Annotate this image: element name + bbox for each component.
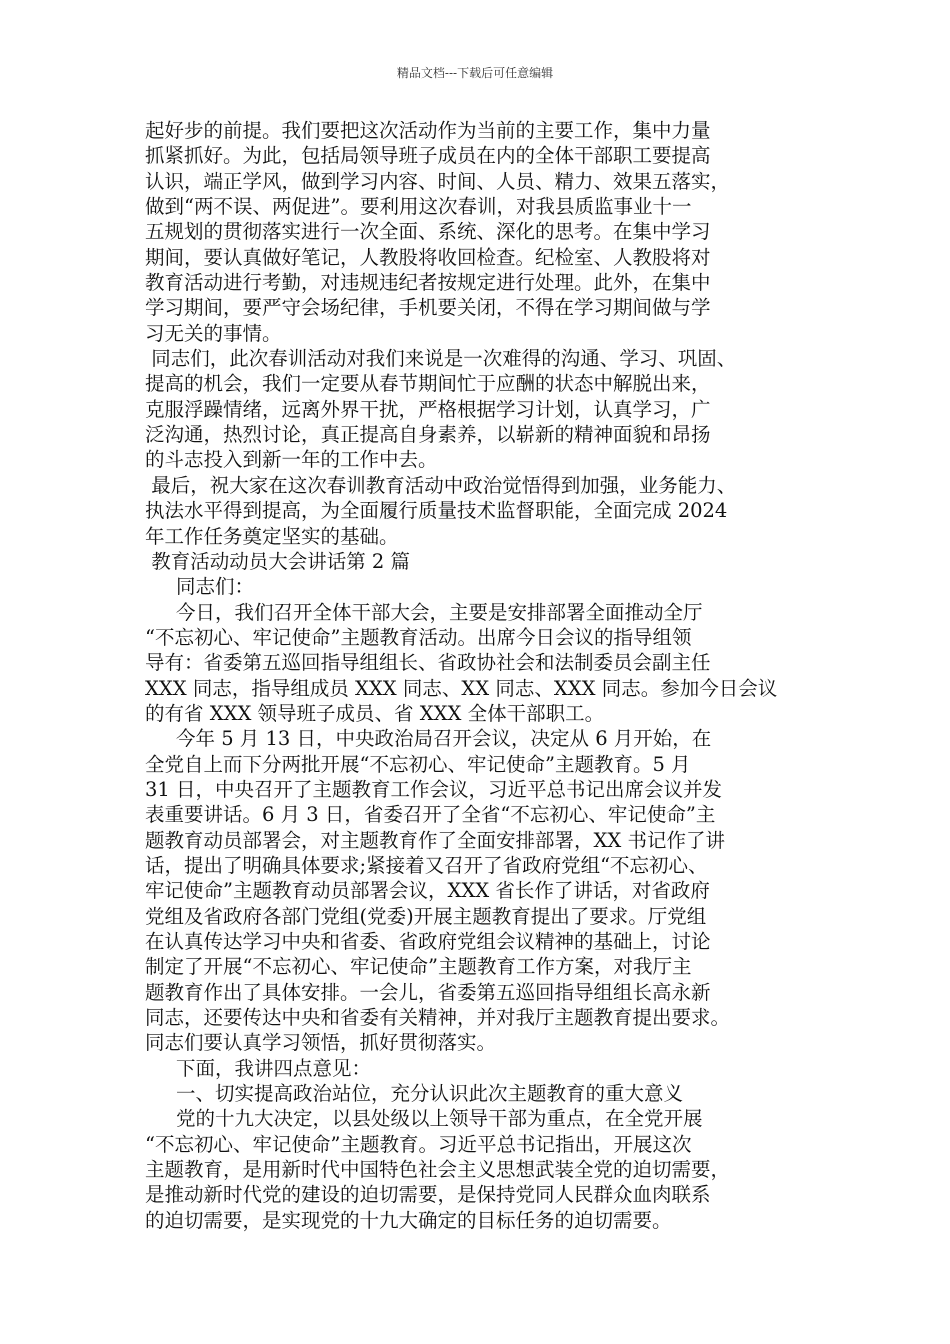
- text-line: 在认真传达学习中央和省委、省政府党组会议精神的基础上，讨论: [145, 930, 711, 953]
- text-line: 的有省 XXX 领导班子成员、省 XXX 全体干部职工。: [145, 701, 605, 725]
- text-line: 同志们要认真学习领悟，抓好贯彻落实。: [145, 1031, 497, 1055]
- text-line: 牢记使命”主题教育动员部署会议，XXX 省长作了讲话，对省政府: [145, 879, 710, 903]
- text-line: 今年 5 月 13 日，中央政治局召开会议，决定从 6 月开始，在: [145, 727, 712, 751]
- text-line: 今日，我们召开全体干部大会，主要是安排部署全面推动全厅: [145, 600, 703, 624]
- text-line: 题教育动员部署会，对主题教育作了全面安排部署，XX 书记作了讲: [145, 828, 725, 852]
- text-line: 教育活动进行考勤，对违规违纪者按规定进行处理。此外，在集中: [145, 271, 711, 295]
- text-line: 习无关的事情。: [145, 321, 282, 345]
- text-line: 的迫切需要，是实现党的十九大确定的目标任务的迫切需要。: [145, 1208, 672, 1232]
- text-line: 年工作任务奠定坚实的基础。: [145, 524, 399, 548]
- document-body: [145, 118, 830, 1233]
- text-line: 制定了开展“不忘初心、牢记使命”主题教育工作方案，对我厅主: [145, 955, 692, 979]
- text-line: 31 日，中央召开了主题教育工作会议，习近平总书记出席会议并发: [145, 777, 723, 801]
- text-line: 提高的机会，我们一定要从春节期间忙于应酬的状态中解脱出来，: [145, 372, 711, 396]
- text-line: 全党自上而下分两批开展“不忘初心、牢记使命”主题教育。5 月: [145, 752, 691, 776]
- text-line: 是推动新时代党的建设的迫切需要，是保持党同人民群众血肉联系: [145, 1183, 711, 1207]
- text-line: 主题教育，是用新时代中国特色社会主义思想武装全党的迫切需要，: [145, 1158, 731, 1182]
- text-line: 克服浮躁情绪，远离外界干扰，严格根据学习计划，认真学习，广: [145, 397, 711, 421]
- text-line: “不忘初心、牢记使命”主题教育活动。出席今日会议的指导组领: [145, 625, 692, 649]
- text-line: 的斗志投入到新一年的工作中去。: [145, 448, 438, 472]
- text-line: 导有：省委第五巡回指导组组长、省政协社会和法制委员会副主任: [145, 651, 711, 675]
- text-line: 认识，端正学风，做到学习内容、时间、人员、精力、效果五落实，: [145, 169, 731, 193]
- text-line: 做到“两不误、两促进”。要利用这次春训，对我县质监事业十一: [145, 195, 692, 219]
- text-line: 同志们：: [145, 575, 254, 599]
- text-line: 抓紧抓好。为此，包括局领导班子成员在内的全体干部职工要提高: [145, 144, 711, 168]
- text-line: 党的十九大决定，以县处级以上领导干部为重点，在全党开展: [145, 1107, 703, 1131]
- text-line: 教育活动动员大会讲话第 2 篇: [145, 549, 411, 573]
- text-line: “不忘初心、牢记使命”主题教育。习近平总书记指出，开展这次: [145, 1132, 692, 1156]
- text-line: 泛沟通，热烈讨论，真正提高自身素养，以崭新的精神面貌和昂扬: [145, 423, 711, 447]
- text-line: 五规划的贯彻落实进行一次全面、系统、深化的思考。在集中学习: [145, 220, 711, 244]
- text-line: 同志，还要传达中央和省委有关精神，并对我厅主题教育提出要求。: [145, 1006, 731, 1030]
- page-header: 精品文档---下载后可任意编辑: [396, 66, 554, 80]
- text-line: 话，提出了明确具体要求;紧接着又召开了省政府党组“不忘初心、: [145, 853, 708, 877]
- text-line: 学习期间，要严守会场纪律，手机要关闭，不得在学习期间做与学: [145, 296, 711, 320]
- text-line: 同志们，此次春训活动对我们来说是一次难得的沟通、学习、巩固、: [145, 347, 737, 371]
- text-line: XXX 同志，指导组成员 XXX 同志、XX 同志、XXX 同志。参加今日会议: [145, 676, 778, 700]
- text-line: 最后，祝大家在这次春训教育活动中政治觉悟得到加强，业务能力、: [145, 473, 737, 497]
- text-line: 执法水平得到提高，为全面履行质量技术监督职能，全面完成 2024: [145, 499, 728, 523]
- text-line: 一、切实提高政治站位，充分认识此次主题教育的重大意义: [145, 1082, 683, 1106]
- text-line: 题教育作出了具体安排。一会儿，省委第五巡回指导组组长高永新: [145, 980, 711, 1004]
- text-line: 期间，要认真做好笔记，人教股将收回检查。纪检室、人教股将对: [145, 245, 711, 269]
- text-line: 起好步的前提。我们要把这次活动作为当前的主要工作，集中力量: [145, 119, 711, 142]
- text-line: 党组及省政府各部门党组(党委)开展主题教育提出了要求。厅党组: [145, 904, 707, 928]
- text-line: 下面，我讲四点意见：: [145, 1056, 371, 1080]
- text-line: 表重要讲话。6 月 3 日，省委召开了全省“不忘初心、牢记使命”主: [145, 803, 716, 827]
